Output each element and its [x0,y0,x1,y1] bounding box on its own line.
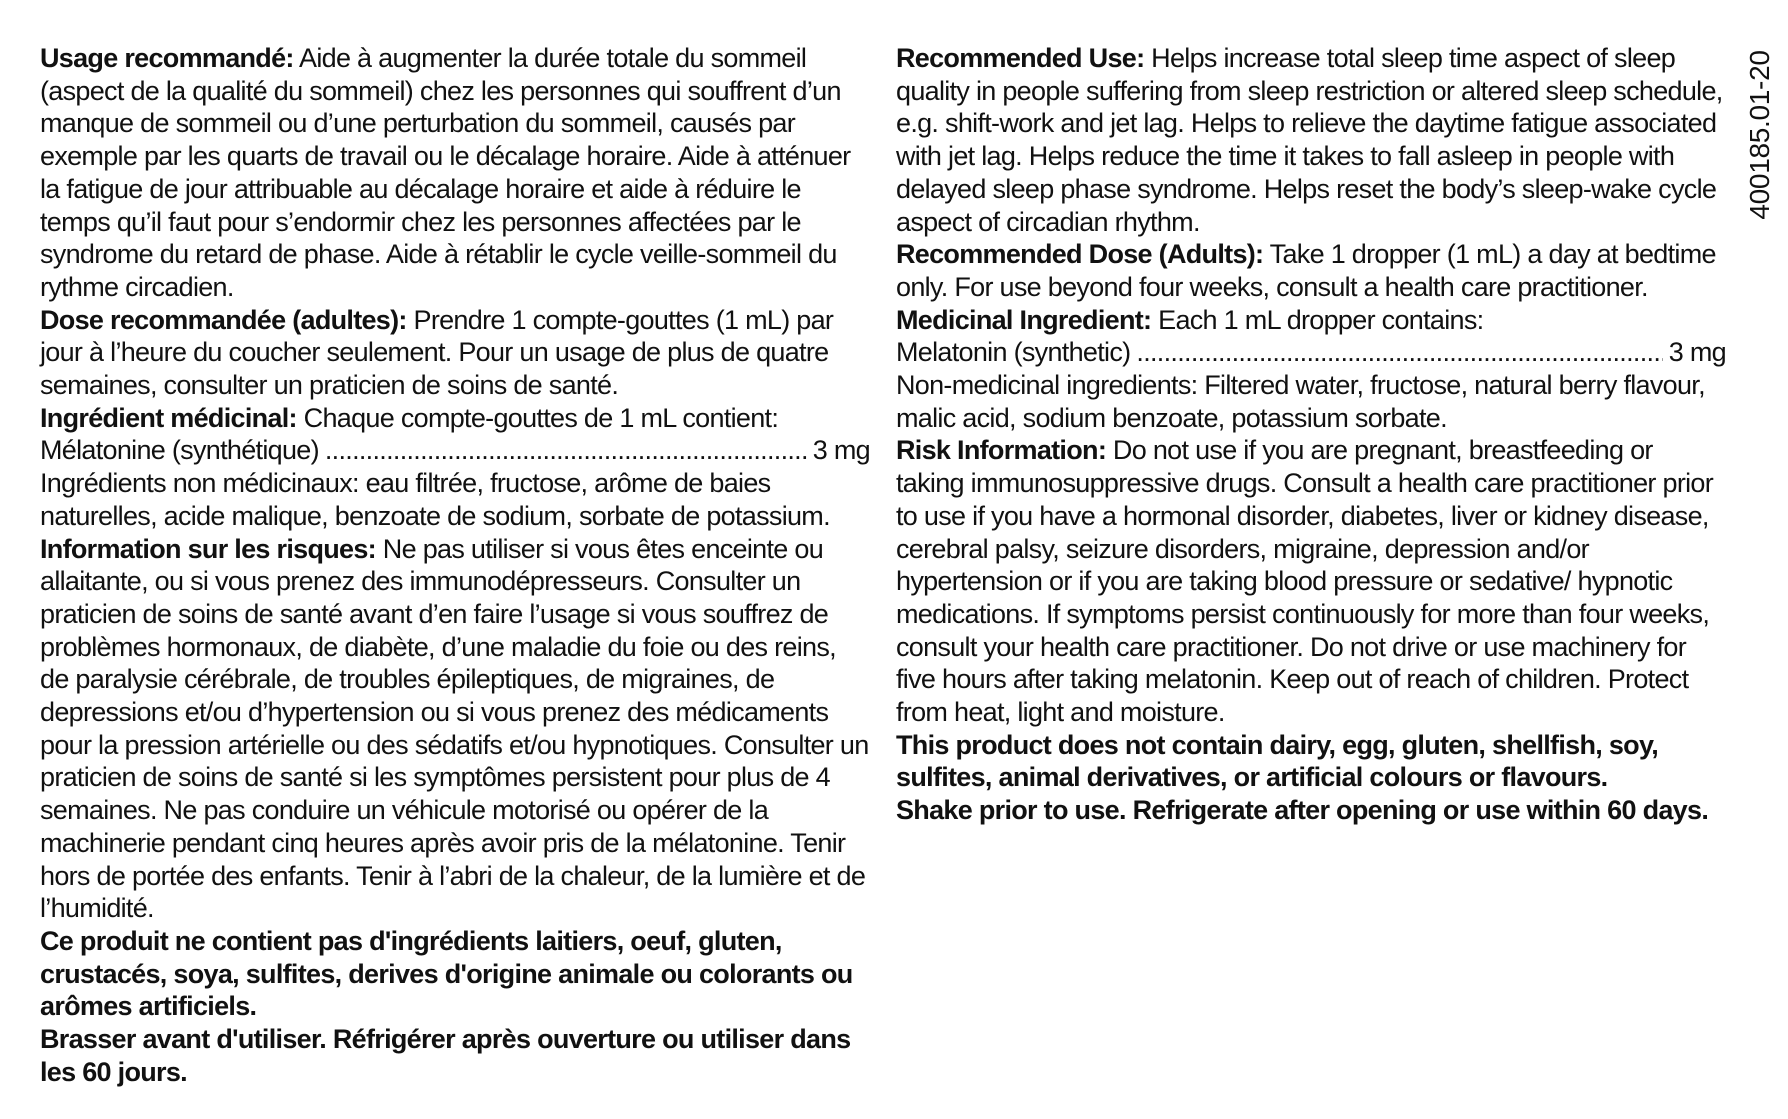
en-recommended-use [896,42,1726,238]
fr-non-medicinal-ingredients: Ingrédients non médicinaux: eau filtrée, fructose, arôme de baies naturelles, acide malique, benzoate de sodium, sorbate de potassium. [40,468,830,531]
fr-ingredient-amount: 3 mg [812,435,870,466]
fr-storage-statement: Brasser avant d'utiliser. Réfrigérer après ouverture ou utiliser dans les 60 jours. [40,1024,851,1087]
fr-recommended-dose [40,304,870,402]
fr-recommended-use [40,42,870,304]
fr-risk-information [40,533,870,925]
fr-medicinal-ingredient-heading: Ingrédient médicinal: [40,402,297,433]
fr-recommended-dose-heading: Dose recommandée (adultes): [40,304,407,335]
fr-risk-information-text: Ne pas utiliser si vous êtes enceinte ou allaitante, ou si vous prenez des immunodépresseurs. Consulter un praticien de soins de santé avant d’en faire l’usage si vous souffrez de problèmes hormonaux, de diabète, d’une maladie du foie ou des reins, de paralysie cérébrale, de troubles épileptiques, de migraines, de depressions et/ou d’hypertension ou si vous prenez des médicaments pour la pression artérielle ou des sédatifs et/ou hypnotiques. Consulter un praticien de soins de santé si les symptômes persistent pour plus de 4 semaines. Ne pas conduire un véhicule motorisé ou opérer de la machinerie pendant cinq heures après avoir pris de la mélatonine. Tenir hors de portée des enfants. Tenir à l’abri de la chaleur, de la lumière et de l’humidité. [40,533,869,924]
en-storage-statement: Shake prior to use. Refrigerate after opening or use within 60 days. [896,795,1709,826]
label-code-text: 400185.01-20 [1744,50,1775,220]
en-risk-information [896,434,1726,728]
en-recommended-use-text: Helps increase total sleep time aspect of sleep quality in people suffering from sleep restriction or altered sleep schedule, e.g. shift-work and jet lag. Helps to relieve the daytime fatigue associated with jet lag. Helps reduce the time it takes to fall asleep in people with delayed sleep phase syndrome. Helps reset the body’s sleep-wake cycle aspect of circadian rhythm. [896,43,1723,237]
en-risk-information-heading: Risk Information: [896,435,1107,466]
en-allergen-statement: This product does not contain dairy, egg, gluten, shellfish, soy, sulfites, animal derivatives, or artificial colours or flavours. [896,729,1659,793]
english-column [896,42,1726,827]
fr-ingredient-name: Mélatonine (synthétique) [40,435,319,466]
en-medicinal-ingredient-text: Each 1 mL dropper contains: [1151,304,1484,335]
fr-medicinal-ingredient-text: Chaque compte-gouttes de 1 mL contient: [296,402,779,433]
en-risk-information-text: Do not use if you are pregnant, breastfeeding or taking immunosuppressive drugs. Consult a health care practitioner prior to use if you have a hormonal disorder, diabetes, liver or kidney disease, cerebral palsy, seizure disorders, migraine, depression and/or hypertension or if you are taking blood pressure or sedative/ hypnotic medications. If symptoms persist continuously for more than four weeks, consult your health care practitioner. Do not drive or use machinery for five hours after taking melatonin. Keep out of reach of children. Protect from heat, light and moisture. [896,435,1714,728]
en-recommended-dose [896,238,1726,303]
fr-recommended-dose-text: Prendre 1 compte-gouttes (1 mL) par jour à l’heure du coucher seulement. Pour un usage de plus de quatre semaines, consulter un praticien de soins de santé. [40,304,834,401]
fr-ingredient-line [40,434,870,467]
en-recommended-dose-heading: Recommended Dose (Adults): [896,239,1264,270]
en-medicinal-ingredient-heading: Medicinal Ingredient: [896,304,1152,335]
fr-medicinal-ingredient [40,402,870,435]
en-ingredient-amount: 3 mg [1668,337,1726,368]
en-ingredient-line [896,336,1726,369]
en-ingredient-name: Melatonin (synthetic) [896,337,1131,368]
label-code-vertical [1740,40,1780,230]
en-dot-leader [1136,336,1662,369]
fr-recommended-use-heading: Usage recommandé: [40,43,294,73]
en-non-medicinal-ingredients: Non-medicinal ingredients: Filtered water, fructose, natural berry flavour, malic acid, sodium benzoate, potassium sorbate. [896,370,1705,433]
fr-allergen-statement: Ce produit ne contient pas d'ingrédients laitiers, oeuf, gluten, crustacés, soya, sulfites, derives d'origine animale ou colorants ou arômes artificiels. [40,925,853,1022]
fr-risk-information-heading: Information sur les risques: [40,533,376,564]
en-medicinal-ingredient [896,304,1726,337]
en-recommended-use-heading: Recommended Use: [896,43,1145,73]
french-column [40,42,870,1089]
en-recommended-dose-text: Take 1 dropper (1 mL) a day at bedtime only. For use beyond four weeks, consult a health care practitioner. [896,239,1716,302]
fr-dot-leader [325,434,807,467]
fr-recommended-use-text: Aide à augmenter la durée totale du sommeil (aspect de la qualité du sommeil) chez les personnes qui souffrent d’un manque de sommeil ou d’une perturbation du sommeil, causés par exemple par les quarts de travail ou le décalage horaire. Aide à atténuer la fatigue de jour attribuable au décalage horaire et aide à réduire le temps qu’il faut pour s’endormir chez les personnes affectées par le syndrome du retard de phase. Aide à rétablir le cycle veille-sommeil du rythme circadien. [40,43,851,302]
